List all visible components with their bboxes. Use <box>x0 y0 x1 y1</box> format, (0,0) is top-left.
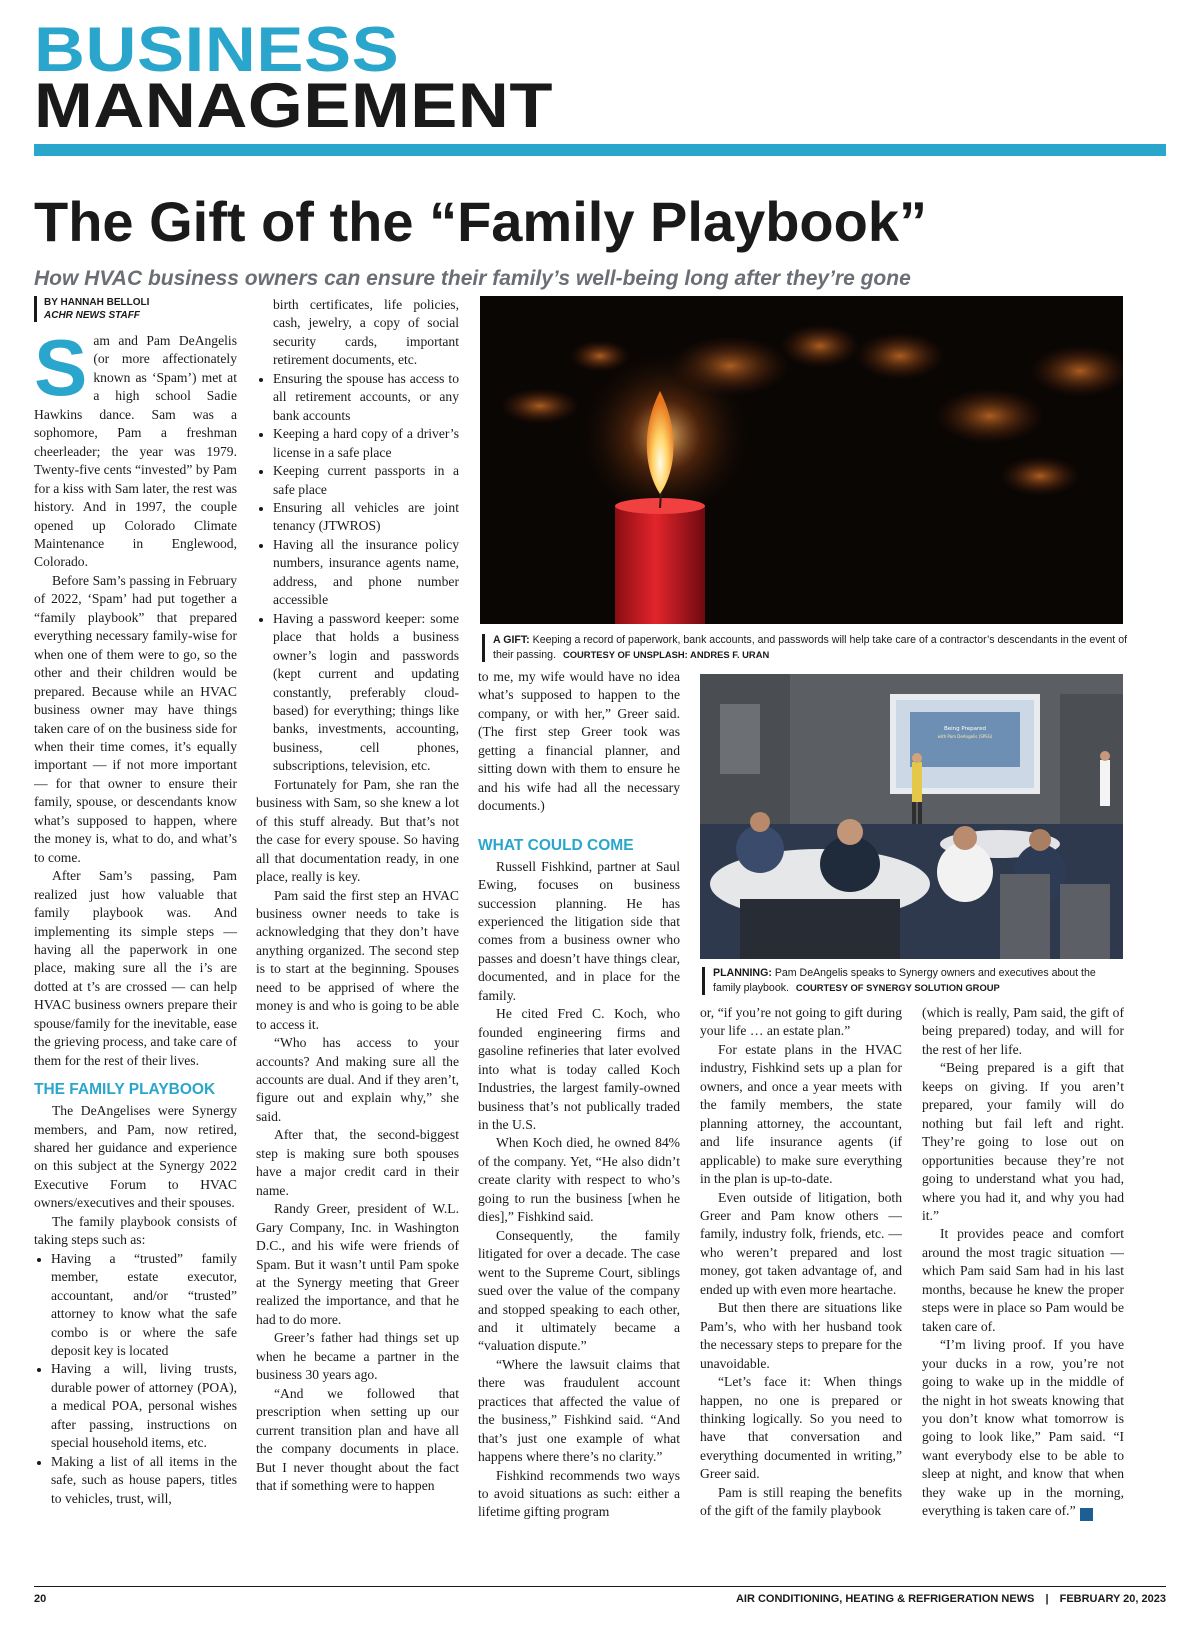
paragraph: Fortunately for Pam, she ran the business with Sam, so she knew a lot of this stuff already. But that’s not the case for every spouse. So having all that documentation ready, in one place, really is key. <box>256 776 459 885</box>
bullet-list <box>34 1250 237 1508</box>
list-item: • Keeping current passports in a safe place <box>273 462 459 499</box>
article-headline: The Gift of the “Family Playbook” <box>34 190 927 253</box>
byline-author: BY HANNAH BELLOLI <box>44 297 150 308</box>
list-continuation: birth certificates, life policies, cash, jewelry, a copy of social security cards, important retirement documents, etc. <box>273 297 459 368</box>
paragraph: Before Sam’s passing in February of 2022, ‘Spam’ had put together a “family playbook” that prepared everything necessary family-wise for when one of them were to go, so the other and their children would be prepared. Because while an HVAC business owner may have things taken care of on the business side for when their time comes, it’s equally important — if not more important — for that owner to ensure their family, spouse, or descendants know what’s supposed to happen, where the money is, what to do, and what’s to come. <box>34 572 237 865</box>
caption-text: Pam DeAngelis speaks to Synergy owners and executives about the family playbook. <box>713 967 1096 994</box>
subhead-what-could-come: WHAT COULD COME <box>478 836 634 854</box>
list-item: • Having a password keeper: some place that holds a business owner’s login and passwords (kept current and updating constantly, preferably cloud-based) for everything; things like banks, investments, accounting, business, cell phones, subscriptions, television, etc. <box>273 610 459 776</box>
end-mark-icon: N <box>1080 1508 1093 1521</box>
paragraph: “And we followed that prescription when setting up our current transition plan and have all the company documents in place. But I never thought about the fact that if something were to happen <box>256 1385 459 1493</box>
accent-rule <box>34 144 1166 156</box>
paragraph: Consequently, the family litigated for over a decade. The case went to the Supreme Court, siblings sued over the value of the company and stopped speaking to each other, and it ultimately became a “valuation dispute.” <box>478 1227 680 1354</box>
photo-credit: COURTESY OF UNSPLASH: ANDRES F. URAN <box>562 648 770 660</box>
candle-photo <box>480 296 1123 624</box>
photo-caption-candle <box>482 634 1128 662</box>
paragraph: He cited Fred C. Koch, who founded engineering firms and gasoline refineries that later evolved into what is today called Koch Industries, the largest family-owned business that’s not publically traded in the U.S. <box>478 1006 680 1132</box>
candle-image <box>480 296 1123 624</box>
list-item: • Ensuring the spouse has access to all retirement accounts, or any bank accounts <box>273 370 459 425</box>
footer-rule <box>34 1586 1166 1587</box>
paragraph: Greer’s father had things set up when he became a partner in the business 30 years ago. <box>256 1330 459 1383</box>
paragraph: Sam and Pam DeAngelis (or more affectionately known as ‘Spam’) met at a high school Sadie Hawkins dance. Sam was a sophomore, Pam a freshman cheerleader; the year was 1979. Twenty-five cents “invested” by Pam for a kiss with Sam later, the rest was history. And in 1997, the couple opened up Colorado Climate Maintenance in Englewood, Colorado. <box>34 323 237 570</box>
projector-screen-title: Being Prepared <box>943 726 987 732</box>
column-2 <box>256 296 459 1578</box>
list-item: • Having a “trusted” family member, estate executor, accountant, and/or “trusted” attorney to know what the safe combo is or where the safe deposit key is located <box>51 1250 237 1361</box>
paragraph: It provides peace and comfort around the most tragic situation — which Pam said Sam had in his last months, because he knew the proper steps were in place so Pam would be taken care of. <box>922 1226 1124 1334</box>
paragraph: Russell Fishkind, partner at Saul Ewing, focuses on business succession planning. He has experienced the litigation side that comes from a business owner who passes and doesn’t have things clear, documented, and in place for the family. <box>478 858 680 1003</box>
caption-lead: PLANNING: <box>713 967 772 979</box>
paragraph: After that, the second-biggest step is making sure both spouses have a major credit card in their name. <box>256 1127 459 1198</box>
paragraph: Fishkind recommends two ways to avoid situations as such: either a lifetime gifting program <box>478 1467 680 1520</box>
footer-publication: AIR CONDITIONING, HEATING & REFRIGERATION NEWS | FEBRUARY 20, 2023 <box>735 1593 1166 1605</box>
column-3 <box>478 668 680 1578</box>
paragraph: When Koch died, he owned 84% of the company. Yet, “He also didn’t create clarity with respect to who’s going to run the business [when he dies],” Fishkind said. <box>478 1135 680 1225</box>
paragraph: “I’m living proof. If you have your ducks in a row, you’re not going to wake up in the middle of the night in hot sweats knowing that you don’t know what tomorrow is going to look like,” Pam said. “I want everybody else to be able to sleep at night, and know that when they wake up in the morning, everything is taken care of.” N <box>922 1337 1124 1521</box>
issue-date: FEBRUARY 20, 2023 <box>1059 1593 1166 1605</box>
page-number: 20 <box>34 1593 47 1605</box>
paragraph: (which is really, Pam said, the gift of being prepared) today, and will for the rest of her life. <box>922 1005 1124 1057</box>
photo-caption-conference <box>702 967 1125 995</box>
section-title-management: MANAGEMENT <box>34 71 554 141</box>
bullet-list <box>256 370 459 776</box>
subhead-family-playbook: THE FAMILY PLAYBOOK <box>34 1081 216 1099</box>
paragraph: The DeAngelises were Synergy members, and Pam, now retired, shared her guidance and experience on this subject at the Synergy 2022 Executive Forum to HVAC owners/executives and their spouses. <box>34 1103 237 1211</box>
conference-image <box>700 674 1123 959</box>
paragraph: Pam is still reaping the benefits of the gift of the family playbook <box>700 1484 902 1519</box>
paragraph: Randy Greer, president of W.L. Gary Company, Inc. in Washington D.C., and his wife were friends of Spam. But it wasn’t until Pam spoke at the Synergy meeting that Greer realized the importance, and that he had to do more. <box>256 1201 459 1327</box>
list-item: • Keeping a hard copy of a driver’s license in a safe place <box>273 425 459 462</box>
section-title <box>34 15 554 141</box>
column-4 <box>700 1004 902 1578</box>
list-item: • Having all the insurance policy numbers, insurance agents name, address, and phone number accessible <box>273 536 459 610</box>
paragraph: The family playbook consists of taking steps such as: <box>34 1213 237 1248</box>
publication-name: AIR CONDITIONING, HEATING & REFRIGERATION NEWS <box>735 1593 1035 1605</box>
paragraph: For estate plans in the HVAC industry, Fishkind sets up a plan for owners, and once a year meets with the family members, the state planning attorney, the accountant, and life insurance agents (if applicable) to make sure everything in the plan is up-to-date. <box>700 1041 902 1187</box>
section-title-business: BUSINESS <box>34 15 400 85</box>
article-deck: How HVAC business owners can ensure their family’s well-being long after they’re gone <box>34 267 911 290</box>
drop-cap: S <box>34 323 88 412</box>
conference-photo <box>700 674 1123 959</box>
byline-staff: ACHR NEWS STAFF <box>44 310 140 321</box>
paragraph: “Where the lawsuit claims that there was fraudulent account practices that affected the value of the business,” Fishkind said. “And that’s just one example of what happens where there’s no clarity.” <box>478 1356 680 1465</box>
byline <box>34 296 237 322</box>
paragraph: “Let’s face it: When things happen, no one is prepared or thinking logically. So you need to have that conversation and everything documented in writing,” Greer said. <box>700 1374 902 1482</box>
caption-lead: A GIFT: <box>493 634 530 646</box>
list-item: • Ensuring all vehicles are joint tenancy (JTWROS) <box>273 499 459 536</box>
list-item: • Making a list of all items in the safe, such as house papers, titles to vehicles, trust, will, <box>51 1453 237 1508</box>
photo-credit: COURTESY OF SYNERGY SOLUTION GROUP <box>795 981 1000 993</box>
paragraph: “Being prepared is a gift that keeps on giving. If you aren’t prepared, your family will do nothing but fail left and right. They’re going to lose out on opportunities because they’re not going to understand what you had, where you had it, and why you had it.” <box>922 1060 1124 1223</box>
projector-screen-subtitle: with Pam DeAngelis (SPSG) <box>937 734 993 739</box>
paragraph: to me, my wife would have no idea what’s supposed to happen to the company, or with her,” Greer said. (The first step Greer took was getting a financial planner, and sitting down with them to ensure he and his wife had all the necessary documents.) <box>478 669 680 814</box>
paragraph: But then there are situations like Pam’s, who with her husband took the necessary steps to prepare for the unavoidable. <box>700 1300 902 1371</box>
column-5 <box>922 1004 1124 1578</box>
paragraph: “Who has access to your accounts? And making sure all the accounts are dual. And if they aren’t, figure out and explain why,” she said. <box>256 1035 459 1124</box>
paragraph: Pam said the first step an HVAC business owner needs to take is acknowledging that they don’t have anything organized. The second step is to start at the beginning. Spouses need to be apprised of where the money is and who is going to be able to access it. <box>256 887 459 1032</box>
list-item: • Having a will, living trusts, durable power of attorney (POA), a medical POA, personal wishes after passing, instructions on special household items, etc. <box>51 1360 237 1452</box>
paragraph: After Sam’s passing, Pam realized just how valuable that family playbook was. And implementing its simple steps — having all the paperwork in one place, making sure all the i’s are dotted at t’s are crossed — can help HVAC business owners prepare their spouse/family for the inevitable, ease the grieving process, and take care of them for the rest of their lives. <box>34 868 237 1068</box>
caption-text: Keeping a record of paperwork, bank accounts, and passwords will help take care of a contractor’s descendants in the event of their passing. <box>493 634 1128 661</box>
column-1 <box>34 296 237 1578</box>
paragraph: or, “if you’re not going to gift during your life … an estate plan.” <box>700 1005 902 1039</box>
paragraph: Even outside of litigation, both Greer and Pam know others — family, industry folk, friends, etc. — who weren’t prepared and lost money, got taken advantage of, and ended up with even more heartache. <box>700 1189 902 1297</box>
